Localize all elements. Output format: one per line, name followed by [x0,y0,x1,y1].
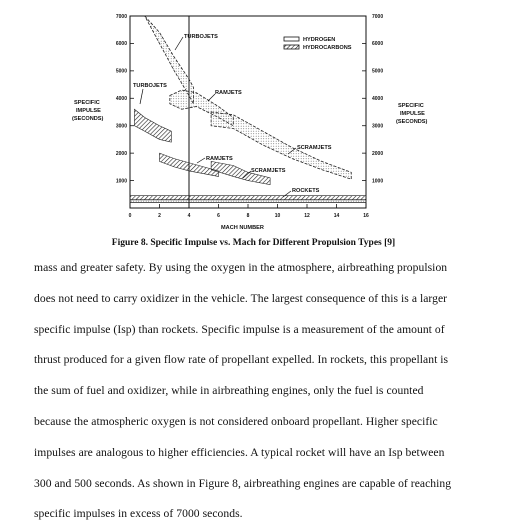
annotation-scramjets-hydrocarbons: SCRAMJETS [251,168,286,174]
annotation-turbojets-hydrocarbons: TURBOJETS [133,83,167,89]
body-text [34,253,479,530]
region-hydrogen-rockets [130,200,366,203]
region-hydrocarbons-rockets [130,196,366,200]
x-tick-label: 12 [304,213,310,219]
body-line: does not need to carry oxidizer in the vehicle. The largest consequence of this is a larger [34,291,448,305]
body-line: mass and greater safety. By using the oxygen in the atmosphere, airbreathing propulsion [34,261,448,274]
region-hydrocarbons-turbojets [134,109,171,142]
specific-impulse-chart [0,0,507,250]
annotation-turbojets-hydrogen: TURBOJETS [184,34,218,40]
leader-turbojets-hydrogen [175,37,183,50]
annotation-rockets: ROCKETS [292,188,320,194]
x-tick-label: 4 [187,213,191,219]
y-tick-label-right: 6000 [372,41,384,48]
y-tick-label-left: 4000 [115,96,127,103]
y-tick-label-right: 3000 [372,123,384,130]
x-tick-label: 6 [217,213,220,219]
y-axis-right-label-1: SPECIFIC [398,103,424,109]
y-tick-label-right: 7000 [372,13,384,20]
y-tick-label-left: 7000 [115,13,127,20]
y-tick-label-left: 6000 [115,41,127,48]
x-tick-label: 2 [158,213,161,219]
y-axis-left-label-1: SPECIFIC [74,100,100,106]
y-tick-label-right: 4000 [372,96,384,103]
x-tick-label: 0 [128,213,132,219]
annotation-scramjets-hydrogen: SCRAMJETS [297,145,332,151]
x-tick-label: 14 [333,213,340,219]
x-axis-label: MACH NUMBER [221,225,264,231]
y-axis-left-label-3: (SECONDS) [72,116,104,122]
y-axis-right-label-2: IMPULSE [400,111,425,117]
x-tick-label: 16 [363,213,369,219]
body-line: because the atmospheric oxygen is not considered onboard propellant. Higher specific [34,414,438,428]
y-tick-label-left: 3000 [115,123,127,130]
body-line: specific impulse (Isp) than rockets. Specific impulse is a measurement of the amount of [34,322,445,336]
body-line: specific impulses in excess of 7000 seconds. [34,507,243,521]
x-tick-label: 10 [274,213,281,219]
legend-label-hydrocarbons: HYDROCARBONS [303,45,352,51]
body-line: thrust produced for a given flow rate of propellant expelled. In rockets, this propellant is [34,353,449,367]
legend-label-hydrogen: HYDROGEN [303,37,336,43]
y-tick-label-left: 5000 [115,68,127,75]
annotation-ramjets-hydrogen: RAMJETS [215,90,242,96]
y-tick-label-right: 1000 [372,178,384,185]
annotation-ramjets-hydrocarbons: RAMJETS [206,156,233,162]
y-axis-right-label-3: (SECONDS) [396,119,428,125]
legend-swatch-hydrogen [284,37,299,41]
region-hydrogen-turbojets [145,16,194,104]
y-tick-label-left: 2000 [115,150,127,157]
figure-caption: Figure 8. Specific Impulse vs. Mach for Different Propulsion Types [9] [111,238,396,248]
x-tick-label: 8 [246,213,250,219]
y-tick-label-left: 1000 [115,178,127,185]
y-tick-label-right: 5000 [372,68,384,75]
legend-swatch-hydrocarbons [284,45,299,49]
body-line: impulses are analogous to higher efficiencies. A typical rocket will have an Isp between [34,445,445,459]
body-line: 300 and 500 seconds. As shown in Figure 8, airbreathing engines are capable of reaching [34,476,452,490]
y-tick-label-right: 2000 [372,150,384,157]
leader-ramjets-hydrocarbons [197,158,205,163]
body-line: the sum of fuel and oxidizer, while in airbreathing engines, only the fuel is counted [34,384,424,398]
y-axis-left-label-2: IMPULSE [76,108,101,114]
leader-turbojets-hydrocarbons [140,89,143,104]
leader-ramjets-hydrogen [208,94,215,101]
